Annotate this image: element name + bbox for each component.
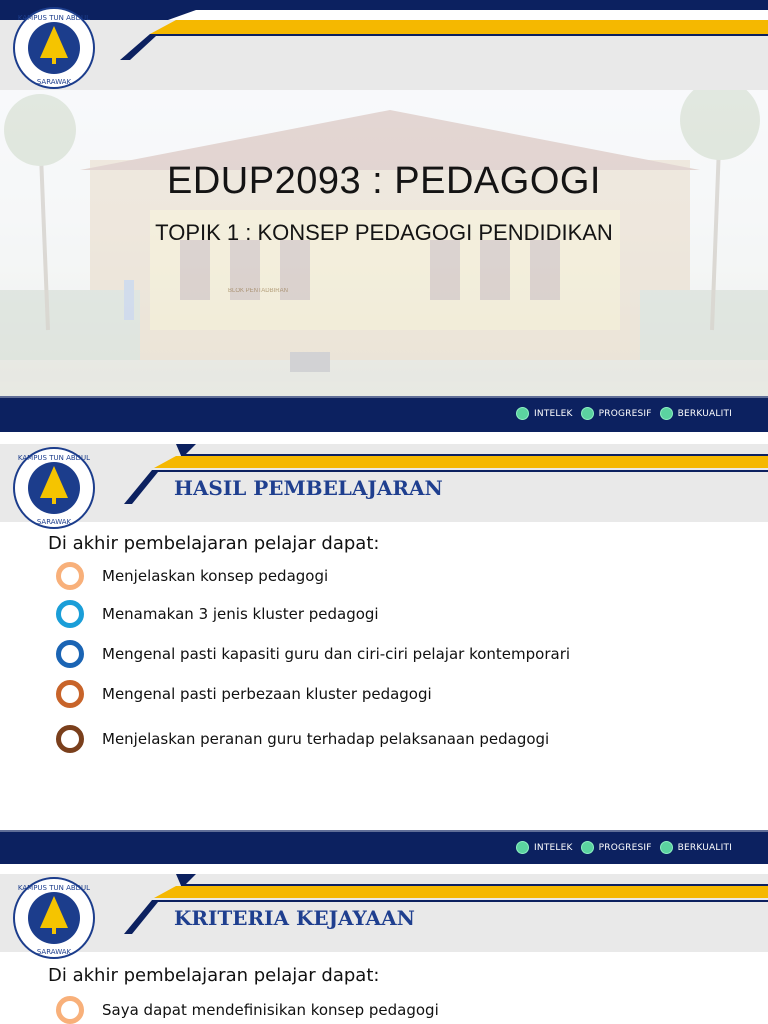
svg-text:SARAWAK: SARAWAK	[36, 518, 72, 526]
value-label: BERKUALITI	[677, 842, 732, 853]
svg-text:SARAWAK: SARAWAK	[36, 948, 72, 956]
value-item-berkualiti	[660, 841, 732, 854]
svg-text:KAMPUS TUN ABDUL: KAMPUS TUN ABDUL	[17, 454, 91, 462]
bullet-icon	[660, 407, 673, 420]
value-label: PROGRESIF	[598, 408, 652, 419]
circle-bullet-icon	[56, 725, 84, 753]
bullet-icon	[660, 841, 673, 854]
bullet-icon	[581, 407, 594, 420]
core-values	[516, 841, 732, 854]
learning-outcomes-slide	[0, 444, 768, 864]
intro-text: Di akhir pembelajaran pelajar dapat:	[48, 533, 380, 554]
value-label: INTELEK	[534, 408, 573, 419]
list-item-text: Menjelaskan peranan guru terhadap pelaksanaan pedagogi	[102, 730, 550, 748]
circle-bullet-icon	[56, 640, 84, 668]
bullet-icon	[581, 841, 594, 854]
circle-bullet-icon	[56, 562, 84, 590]
value-item-berkualiti	[660, 407, 732, 420]
ipg-logo	[12, 876, 96, 960]
circle-bullet-icon	[56, 600, 84, 628]
title-slide	[0, 0, 768, 432]
value-item-progresif	[581, 407, 652, 420]
section-heading: KRITERIA KEJAYAAN	[174, 906, 415, 930]
svg-text:KAMPUS TUN ABDUL: KAMPUS TUN ABDUL	[17, 884, 91, 892]
list-item	[56, 600, 379, 628]
list-item	[56, 640, 570, 668]
svg-text:KAMPUS TUN ABDUL: KAMPUS TUN ABDUL	[17, 14, 91, 22]
value-label: BERKUALITI	[677, 408, 732, 419]
value-label: INTELEK	[534, 842, 573, 853]
success-criteria-slide	[0, 874, 768, 1024]
circle-bullet-icon	[56, 680, 84, 708]
ipg-logo	[12, 6, 96, 90]
slide-header	[0, 0, 768, 90]
list-item	[56, 996, 439, 1024]
list-item-text: Saya dapat mendefinisikan konsep pedagogi	[102, 1001, 439, 1019]
intro-text: Di akhir pembelajaran pelajar dapat:	[48, 965, 380, 986]
value-label: PROGRESIF	[598, 842, 652, 853]
bullet-icon	[516, 841, 529, 854]
page-subtitle: TOPIK 1 : KONSEP PEDAGOGI PENDIDIKAN	[155, 220, 613, 245]
section-heading: HASIL PEMBELAJARAN	[174, 476, 443, 500]
list-item-text: Mengenal pasti perbezaan kluster pedagogi	[102, 685, 432, 703]
list-item	[56, 680, 432, 708]
value-item-intelek	[516, 841, 573, 854]
ipg-logo	[12, 446, 96, 530]
bullet-icon	[516, 407, 529, 420]
value-item-intelek	[516, 407, 573, 420]
page-title: EDUP2093 : PEDAGOGI	[167, 160, 601, 202]
building-sign: BLOK PENTADBIRAN	[228, 288, 288, 294]
list-item	[56, 725, 549, 753]
slide-footer	[0, 396, 768, 432]
value-item-progresif	[581, 841, 652, 854]
svg-text:SARAWAK: SARAWAK	[36, 78, 72, 86]
header-stripes	[0, 0, 768, 60]
list-item-text: Mengenal pasti kapasiti guru dan ciri-ciri pelajar kontemporari	[102, 645, 571, 663]
core-values	[516, 407, 732, 420]
circle-bullet-icon	[56, 996, 84, 1024]
list-item-text: Menamakan 3 jenis kluster pedagogi	[102, 605, 379, 623]
list-item	[56, 562, 328, 590]
slide-footer	[0, 830, 768, 864]
list-item-text: Menjelaskan konsep pedagogi	[102, 567, 329, 585]
